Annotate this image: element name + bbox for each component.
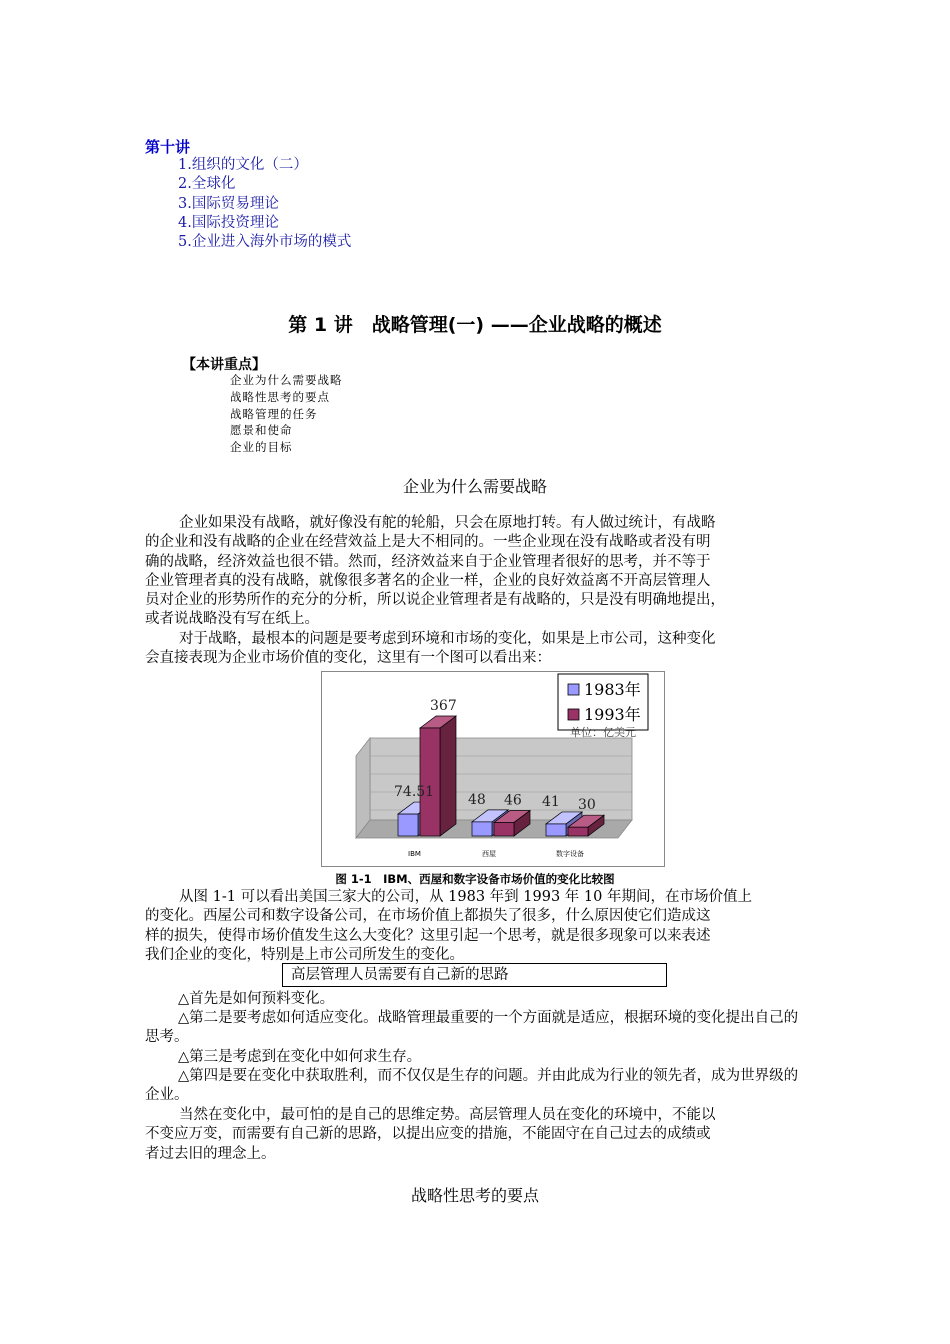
bar-chart-frame xyxy=(321,671,665,867)
para-line: 我们企业的变化，特别是上市公司所发生的变化。 xyxy=(145,946,464,963)
figure-caption: 图 1-1 IBM、西屋和数字设备市场价值的变化比较图 xyxy=(335,872,615,886)
key-point: 愿景和使命 xyxy=(230,423,293,438)
para-line: 的变化。西屋公司和数字设备公司，在市场价值上都损失了很多，什么原因使它们造成这 xyxy=(145,908,711,925)
para-line: 当然在变化中，最可怕的是自己的思维定势。高层管理人员在变化的环境中，不能以 xyxy=(179,1107,716,1123)
key-point: 企业的目标 xyxy=(230,440,293,455)
point-item: △首先是如何预料变化。 xyxy=(178,991,335,1007)
para-line: 会直接表现为企业市场价值的变化，这里有一个图可以看出来： xyxy=(145,650,551,667)
bar xyxy=(568,827,588,836)
toc-item[interactable]: 2.全球化 xyxy=(178,176,236,193)
key-points-list xyxy=(230,372,343,456)
para-line: 员对企业的形势所作的充分的分析，所以说企业管理者是有战略的，只是没有明确地提出， xyxy=(145,592,725,609)
category-label: 数字设备 xyxy=(556,850,584,858)
toc-list xyxy=(178,156,351,252)
bar-value-label: 30 xyxy=(578,797,596,814)
point-item: △第二是要考虑如何适应变化。战略管理最重要的一个方面就是适应，根据环境的变化提出自己的思考。 xyxy=(145,1010,799,1046)
legend-label-1983: 1983年 xyxy=(584,680,641,699)
toc-heading: 第十讲 xyxy=(145,138,191,156)
para-line: 者过去旧的理念上。 xyxy=(145,1145,276,1162)
para-line: 不变应万变，而需要有自己新的思路，以提出应变的措施，不能固守在自己过去的成绩或 xyxy=(145,1126,711,1143)
section-title: 企业为什么需要战略 xyxy=(402,477,547,496)
section-title: 战略性思考的要点 xyxy=(410,1186,539,1205)
key-point: 战略管理的任务 xyxy=(230,406,318,421)
legend-label-1993: 1993年 xyxy=(584,705,641,724)
key-point: 企业为什么需要战略 xyxy=(230,373,343,387)
key-points-heading: 【本讲重点】 xyxy=(182,357,266,373)
legend-swatch-1983 xyxy=(568,684,579,695)
para-line: 企业管理者真的没有战略，就像很多著名的企业一样，企业的良好效益离不开高层管理人 xyxy=(145,572,711,589)
bar-value-label: 46 xyxy=(504,792,522,809)
para-line: 从图 1-1 可以看出美国三家大的公司，从 1983 年到 1993 年 10 年期间，在市场价值上 xyxy=(179,889,752,905)
bar-value-label: 367 xyxy=(430,698,457,714)
category-label: IBM xyxy=(408,850,421,858)
chart-unit-label: 单位：亿美元 xyxy=(570,726,636,739)
bar-value-label: 74.51 xyxy=(394,784,435,801)
point-item: △第三是考虑到在变化中如何求生存。 xyxy=(178,1049,422,1065)
bar xyxy=(398,814,418,836)
toc-item[interactable]: 1.组织的文化（二） xyxy=(178,157,308,173)
toc-item[interactable]: 4.国际投资理论 xyxy=(178,214,279,231)
para-line: 企业如果没有战略，就好像没有舵的轮船，只会在原地打转。有人做过统计，有战略 xyxy=(179,515,716,531)
bar xyxy=(420,728,440,836)
bar-value-label: 48 xyxy=(468,791,486,808)
paragraph-4 xyxy=(145,1106,815,1164)
bar xyxy=(546,824,566,836)
para-line: 样的损失，使得市场价值发生这么大变化？这里引起一个思考，就是很多现象可以来表述 xyxy=(145,927,711,944)
legend-swatch-1993 xyxy=(568,709,579,720)
lecture-title: 第 1 讲 战略管理(一) ——企业战略的概述 xyxy=(288,314,662,336)
paragraph-2 xyxy=(145,630,815,669)
toc-item[interactable]: 3.国际贸易理论 xyxy=(178,195,279,212)
bar xyxy=(472,822,492,836)
para-line: 的企业和没有战略的企业在经营效益上是大不相同的。一些企业现在没有战略或者没有明 xyxy=(145,534,711,551)
paragraph-1 xyxy=(145,514,815,630)
bar-chart xyxy=(322,672,664,866)
bar-value-label: 41 xyxy=(542,793,560,810)
paragraph-3 xyxy=(145,888,815,965)
para-line: 确的战略，经济效益也很不错。然而，经济效益来自于企业管理者很好的思考，并不等于 xyxy=(145,553,711,570)
chart-category-labels xyxy=(408,849,584,858)
para-line: 或者说战略没有写在纸上。 xyxy=(145,611,319,628)
key-point: 战略性思考的要点 xyxy=(230,389,330,404)
bar-side xyxy=(440,716,456,836)
bar xyxy=(494,822,514,836)
point-item: △第四是要在变化中获取胜利，而不仅仅是生存的问题。并由此成为行业的领先者，成为世界级的企业。 xyxy=(145,1068,799,1104)
toc-item[interactable]: 5.企业进入海外市场的模式 xyxy=(178,234,352,251)
para-line: 对于战略，最根本的问题是要考虑到环境和市场的变化，如果是上市公司，这种变化 xyxy=(179,631,716,647)
category-label: 西屋 xyxy=(482,850,496,858)
boxed-callout: 高层管理人员需要有自己新的思路 xyxy=(282,963,667,987)
